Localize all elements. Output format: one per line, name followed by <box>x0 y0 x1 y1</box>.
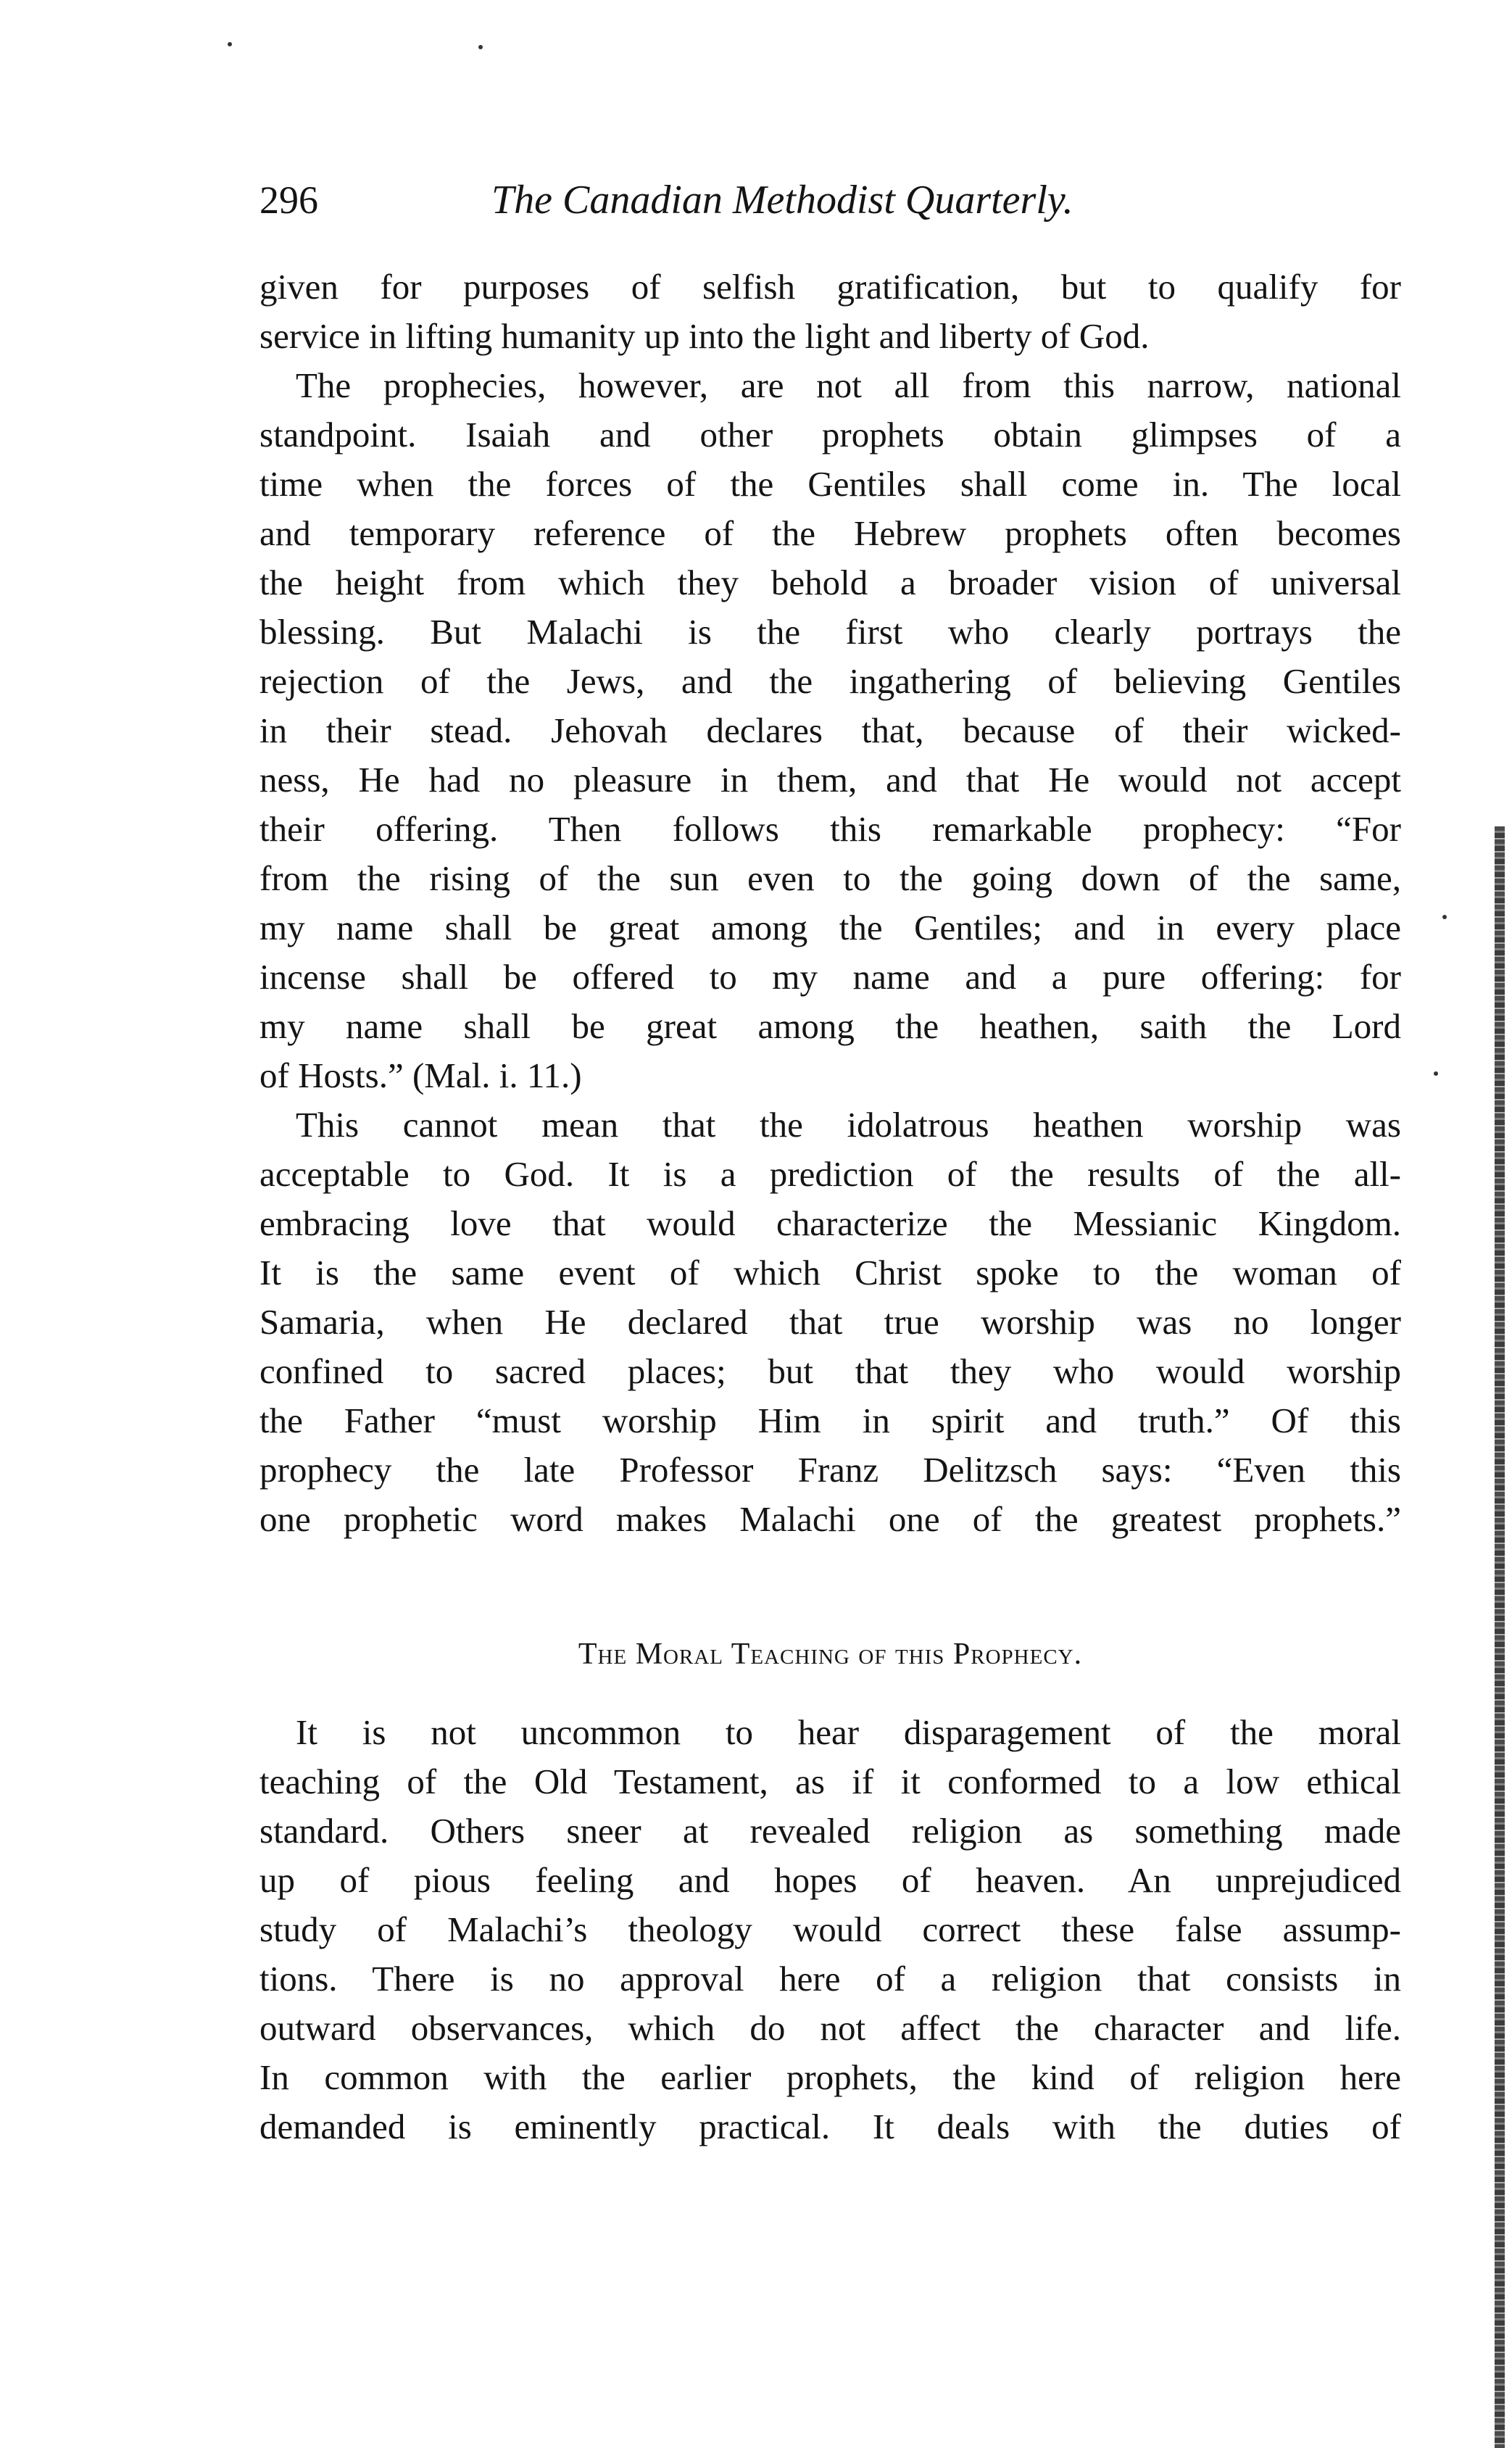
text-line: prophecy the late Professor Franz Delitzsch says: “Even this <box>259 1450 1401 1490</box>
scan-speck <box>1442 915 1447 919</box>
text-line: standard. Others sneer at revealed religion as something made <box>259 1811 1401 1851</box>
text-line: of Hosts.” (Mal. i. 11.) <box>259 1055 582 1095</box>
text-line: given for purposes of selfish gratification, but to qualify for <box>259 267 1401 307</box>
text-line: their offering. Then follows this remarkable prophecy: “For <box>259 809 1401 849</box>
text-line: It is not uncommon to hear disparagement of the moral <box>296 1712 1401 1752</box>
text-line: demanded is eminently practical. It deals with the duties of <box>259 2107 1401 2146</box>
text-line: The prophecies, however, are not all from this narrow, national <box>296 365 1401 405</box>
text-line: the Father “must worship Him in spirit and truth.” Of this <box>259 1401 1401 1440</box>
text-line: incense shall be offered to my name and a pure offering: for <box>259 957 1401 997</box>
text-line: from the rising of the sun even to the going down of the same, <box>259 858 1401 898</box>
text-line: in their stead. Jehovah declares that, because of their wicked- <box>259 710 1401 750</box>
text-line: In common with the earlier prophets, the kind of religion here <box>259 2057 1401 2097</box>
running-header <box>259 171 1401 229</box>
running-title: The Canadian Methodist Quarterly. <box>491 178 1073 223</box>
text-line: my name shall be great among the heathen, saith the Lord <box>259 1006 1401 1046</box>
text-line: up of pious feeling and hopes of heaven. An unprejudiced <box>259 1860 1401 1900</box>
text-line: tions. There is no approval here of a religion that consists in <box>259 1959 1401 1999</box>
text-line: It is the same event of which Christ spoke to the woman of <box>259 1253 1401 1293</box>
text-line: teaching of the Old Testament, as if it conformed to a low ethical <box>259 1762 1401 1801</box>
text-line: outward observances, which do not affect the character and life. <box>259 2008 1401 2048</box>
scan-edge-shadow <box>1495 826 1505 2448</box>
scan-speck <box>1434 1071 1438 1076</box>
text-line: study of Malachi’s theology would correct these false assump- <box>259 1909 1401 1949</box>
scan-speck <box>228 42 232 46</box>
text-line: rejection of the Jews, and the ingathering of believing Gentiles <box>259 661 1401 701</box>
page-number: 296 <box>259 178 318 222</box>
text-line: one prophetic word makes Malachi one of the greatest prophets.” <box>259 1499 1401 1539</box>
section-heading: The Moral Teaching of this Prophecy. <box>578 1638 1083 1671</box>
text-line: the height from which they behold a broader vision of universal <box>259 563 1401 602</box>
text-line: confined to sacred places; but that they who would worship <box>259 1351 1401 1391</box>
text-line: and temporary reference of the Hebrew prophets often becomes <box>259 513 1401 553</box>
text-line: blessing. But Malachi is the first who clearly portrays the <box>259 612 1401 652</box>
text-line: service in lifting humanity up into the light and liberty of God. <box>259 316 1150 356</box>
text-line: Samaria, when He declared that true worship was no longer <box>259 1302 1401 1342</box>
text-line: This cannot mean that the idolatrous heathen worship was <box>296 1105 1401 1145</box>
text-line: standpoint. Isaiah and other prophets obtain glimpses of a <box>259 415 1401 455</box>
text-line: acceptable to God. It is a prediction of the results of the all- <box>259 1154 1401 1194</box>
scan-speck <box>478 45 483 49</box>
text-line: ness, He had no pleasure in them, and that He would not accept <box>259 760 1401 800</box>
text-line: my name shall be great among the Gentiles; and in every place <box>259 908 1401 947</box>
text-line: time when the forces of the Gentiles shall come in. The local <box>259 464 1401 504</box>
text-line: embracing love that would characterize the Messianic Kingdom. <box>259 1203 1401 1243</box>
